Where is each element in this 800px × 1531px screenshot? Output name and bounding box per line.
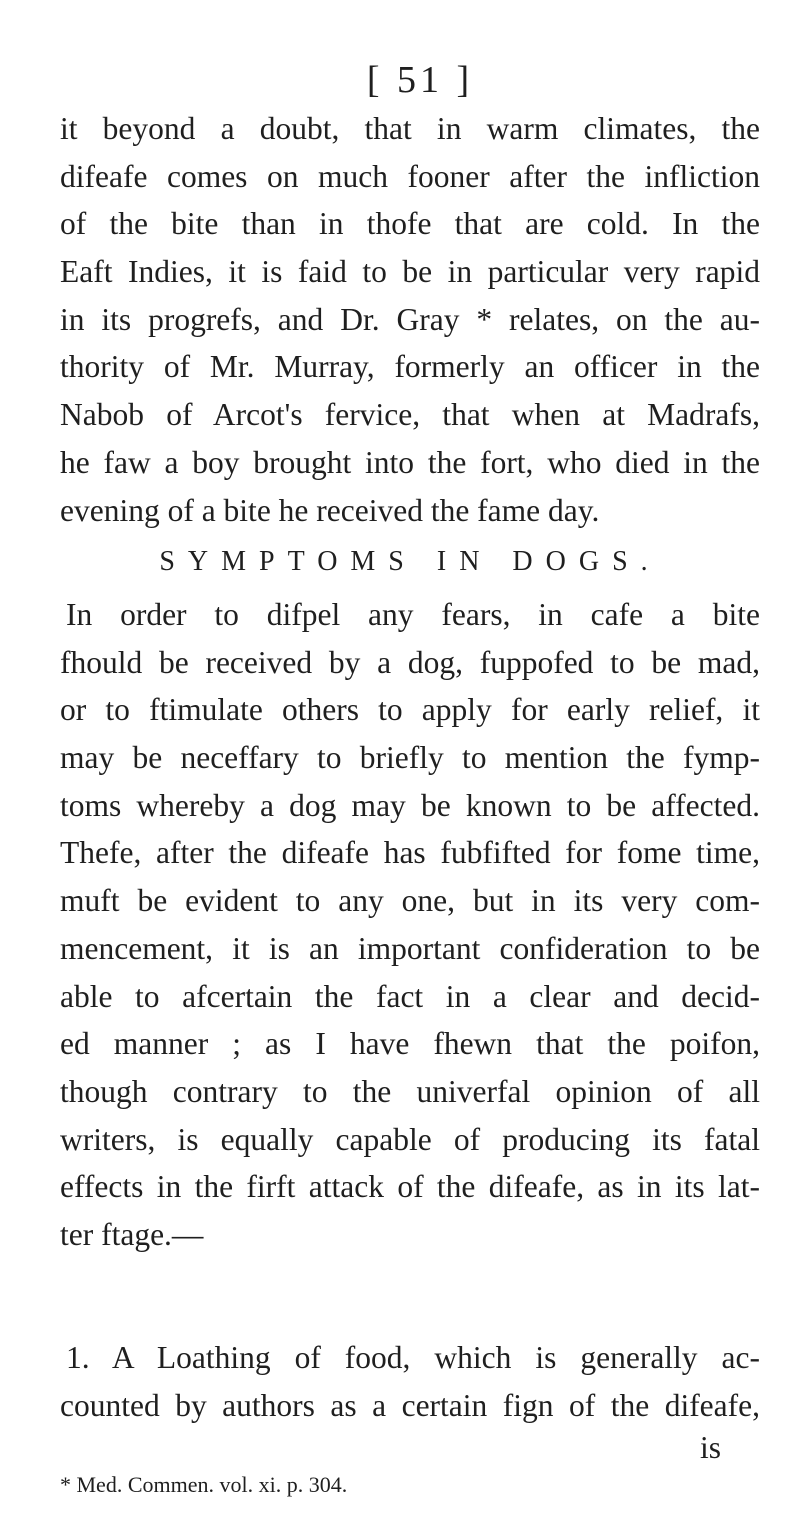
text-line: may be neceffary to briefly to mention the fymp-	[60, 740, 760, 776]
text-line: writers, is equally capable of producing its fatal	[60, 1121, 760, 1157]
text-line: ter ftage.—	[60, 1216, 204, 1252]
text-line: 1. A Loathing of food, which is generally ac-	[66, 1340, 760, 1375]
text-line: Nabob of Arcot's fervice, that when at Madrafs,	[60, 397, 760, 433]
section-heading: SYMPTOMS IN DOGS.	[159, 546, 661, 577]
footnote: * Med. Commen. vol. xi. p. 304.	[60, 1472, 348, 1497]
page-number: [ 51 ]	[366, 59, 474, 101]
text-line: difeafe comes on much fooner after the infliction	[60, 158, 760, 194]
paragraph-symptoms	[60, 591, 760, 1259]
text-line: In order to difpel any fears, in cafe a bite	[66, 597, 760, 632]
text-line: Thefe, after the difeafe has fubfifted for fome time,	[60, 835, 760, 871]
paragraph-loathing	[60, 1334, 760, 1429]
text-line: in its progrefs, and Dr. Gray * relates, on the au-	[60, 301, 760, 337]
text-line: of the bite than in thofe that are cold. In the	[60, 206, 760, 242]
text-line: though contrary to the univerfal opinion of all	[60, 1073, 760, 1109]
text-line: it beyond a doubt, that in warm climates, the	[60, 111, 760, 146]
text-line: toms whereby a dog may be known to be affected.	[60, 787, 760, 823]
text-line: effects in the firft attack of the difeafe, as in its lat-	[60, 1169, 760, 1205]
text-line: ed manner ; as I have fhewn that the poifon,	[60, 1026, 760, 1062]
text-line: fhould be received by a dog, fuppofed to be mad,	[60, 644, 760, 680]
text-line: mencement, it is an important confideration to be	[60, 930, 760, 966]
text-line: evening of a bite he received the fame day.	[60, 492, 600, 528]
text-line: muft be evident to any one, but in its very com-	[60, 883, 760, 919]
text-line: he faw a boy brought into the fort, who died in the	[60, 444, 760, 480]
text-line: counted by authors as a certain fign of the difeafe,	[60, 1387, 760, 1423]
catchword: is	[700, 1430, 722, 1465]
paragraph-continuation	[60, 105, 760, 534]
text-line: thority of Mr. Murray, formerly an officer in the	[60, 349, 760, 385]
text-line: Eaft Indies, it is faid to be in particular very rapid	[60, 254, 760, 290]
text-line: or to ftimulate others to apply for early relief, it	[60, 692, 760, 728]
text-line: able to afcertain the fact in a clear and decid-	[60, 978, 760, 1014]
